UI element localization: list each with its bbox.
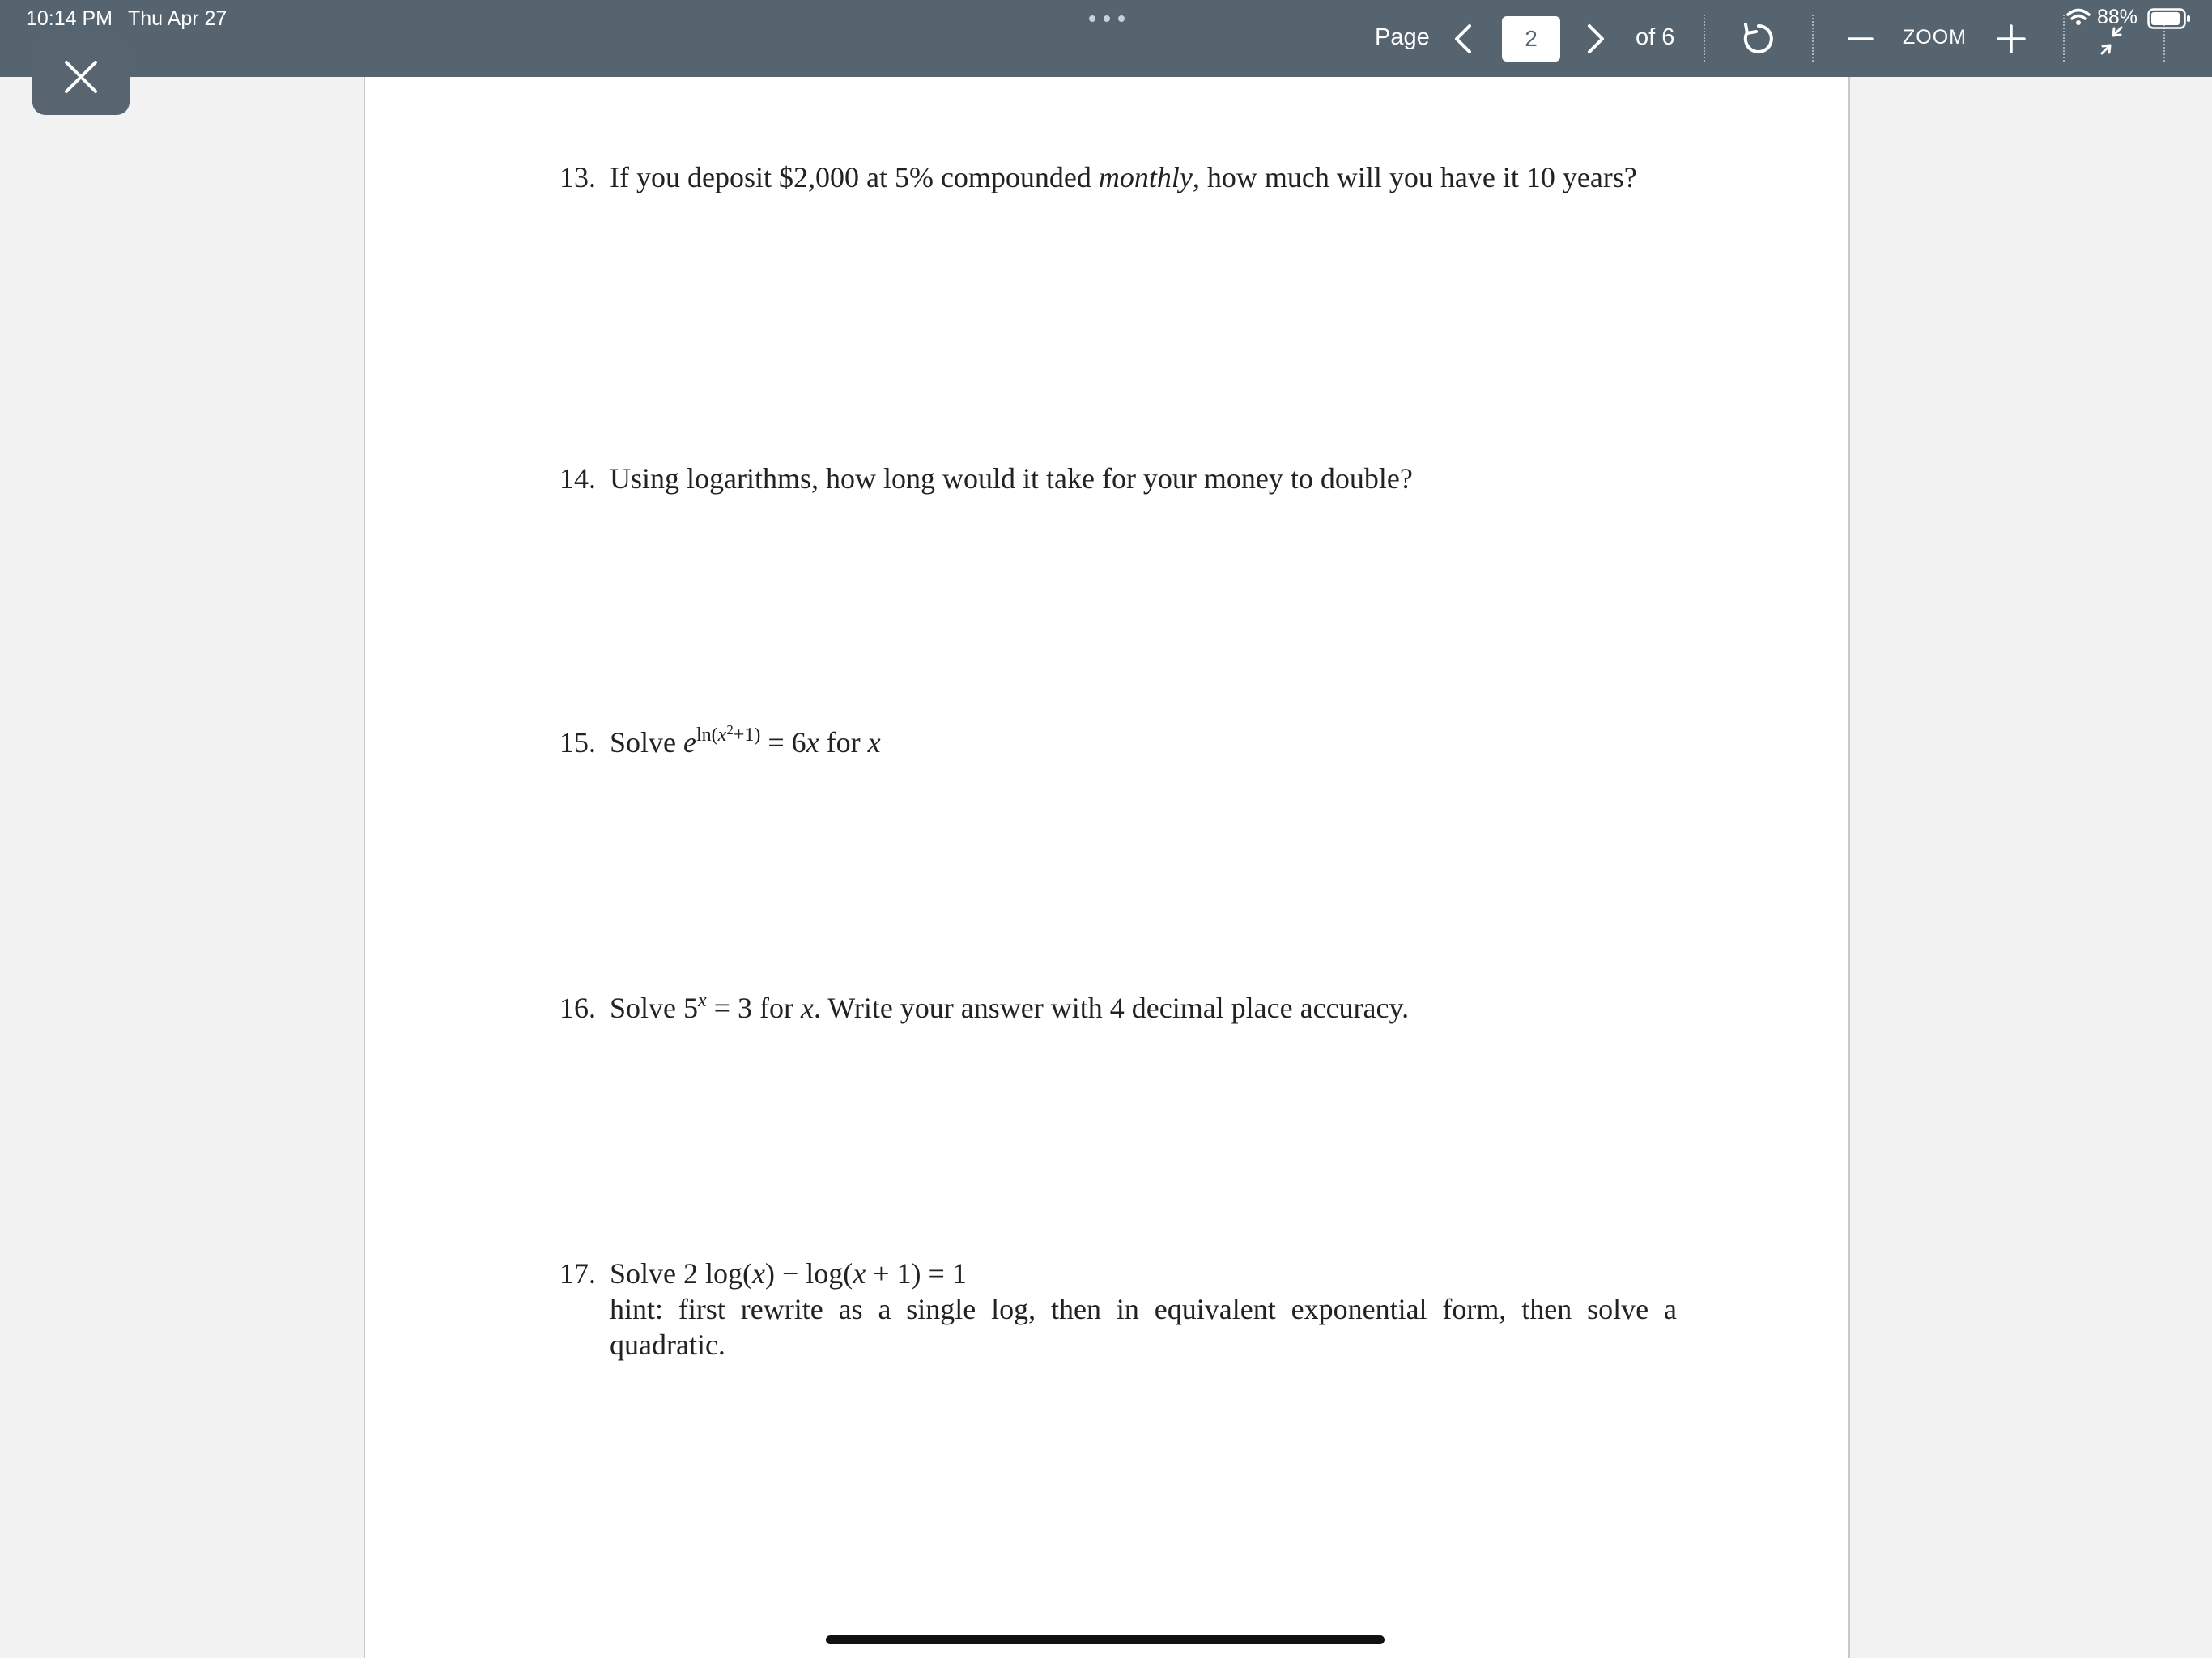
problem-15 — [559, 722, 1661, 760]
close-button[interactable] — [32, 39, 130, 115]
problem-number: 14. — [559, 462, 596, 495]
math-variable: x — [800, 992, 814, 1024]
minus-icon[interactable] — [1846, 24, 1875, 53]
page-number-input[interactable] — [1502, 16, 1560, 62]
problem-text-part: = 3 for — [706, 992, 801, 1024]
wifi-icon — [2066, 8, 2091, 26]
problem-text-part: Solve 5 — [610, 992, 699, 1024]
math-exponent-part: ln( — [696, 725, 718, 746]
problem-number: 17. — [559, 1257, 596, 1290]
problem-number: 15. — [559, 726, 596, 759]
problem-text-part: . Write your answer with 4 decimal place accuracy. — [813, 992, 1410, 1024]
status-time: 10:14 PM — [26, 7, 113, 30]
problem-text: Using logarithms, how long would it take for your money to double? — [610, 462, 1413, 495]
page-label: Page — [1375, 24, 1430, 50]
page-total: of 6 — [1636, 24, 1675, 50]
problem-text-emphasis: monthly — [1098, 161, 1193, 193]
status-date: Thu Apr 27 — [128, 7, 228, 30]
problem-text-part: + 1) = 1 — [866, 1257, 967, 1290]
problem-text-part: , how much will you have it 10 years? — [1192, 161, 1637, 193]
collapse-icon[interactable] — [2095, 24, 2128, 57]
problem-text — [610, 990, 1661, 1026]
problem-text-part: Solve — [610, 726, 684, 759]
problem-hint: hint: first rewrite as a single log, then in equivalent exponential form, then solve a quadratic. — [610, 1293, 1677, 1361]
problem-text-part: = 6 — [760, 726, 806, 759]
math-exponent-square: 2 — [726, 722, 734, 738]
problem-equation — [610, 1256, 1661, 1291]
problem-13 — [559, 159, 1661, 195]
home-indicator[interactable] — [826, 1635, 1385, 1644]
battery-percent: 88% — [2097, 6, 2138, 28]
math-variable: x — [717, 725, 727, 746]
math-base: e — [683, 726, 696, 759]
problem-text-part: If you deposit $2,000 at 5% compounded — [610, 161, 1099, 193]
math-variable: x — [752, 1257, 765, 1290]
math-exponent: x — [698, 990, 707, 1011]
problem-16 — [559, 990, 1661, 1026]
problem-text-part: Solve 2 log( — [610, 1257, 752, 1290]
document-page — [364, 77, 1850, 1658]
plus-icon[interactable] — [1995, 23, 2027, 55]
problem-number: 13. — [559, 161, 596, 193]
zoom-label: ZOOM — [1903, 26, 1967, 49]
math-exponent-part: +1) — [733, 725, 761, 746]
problem-number: 16. — [559, 992, 596, 1024]
close-icon — [63, 59, 99, 95]
battery-icon — [2147, 8, 2191, 29]
toolbar-divider — [2063, 15, 2065, 62]
chevron-left-icon[interactable] — [1448, 21, 1478, 57]
top-toolbar — [0, 0, 2212, 77]
math-variable: x — [867, 726, 881, 759]
toolbar-divider — [1704, 15, 1705, 62]
problem-17 — [559, 1256, 1677, 1363]
problem-text — [610, 722, 1661, 760]
math-exponent — [696, 722, 761, 746]
problem-14 — [559, 461, 1661, 496]
chevron-right-icon[interactable] — [1581, 21, 1610, 57]
math-variable: x — [806, 726, 819, 759]
toolbar-divider — [1812, 15, 1814, 62]
problem-text — [610, 159, 1661, 195]
problem-text-part: ) − log( — [764, 1257, 853, 1290]
more-dots-icon[interactable] — [1088, 15, 1125, 23]
problem-text-part: for — [819, 726, 868, 759]
rotate-icon[interactable] — [1741, 21, 1776, 57]
math-variable: x — [853, 1257, 866, 1290]
